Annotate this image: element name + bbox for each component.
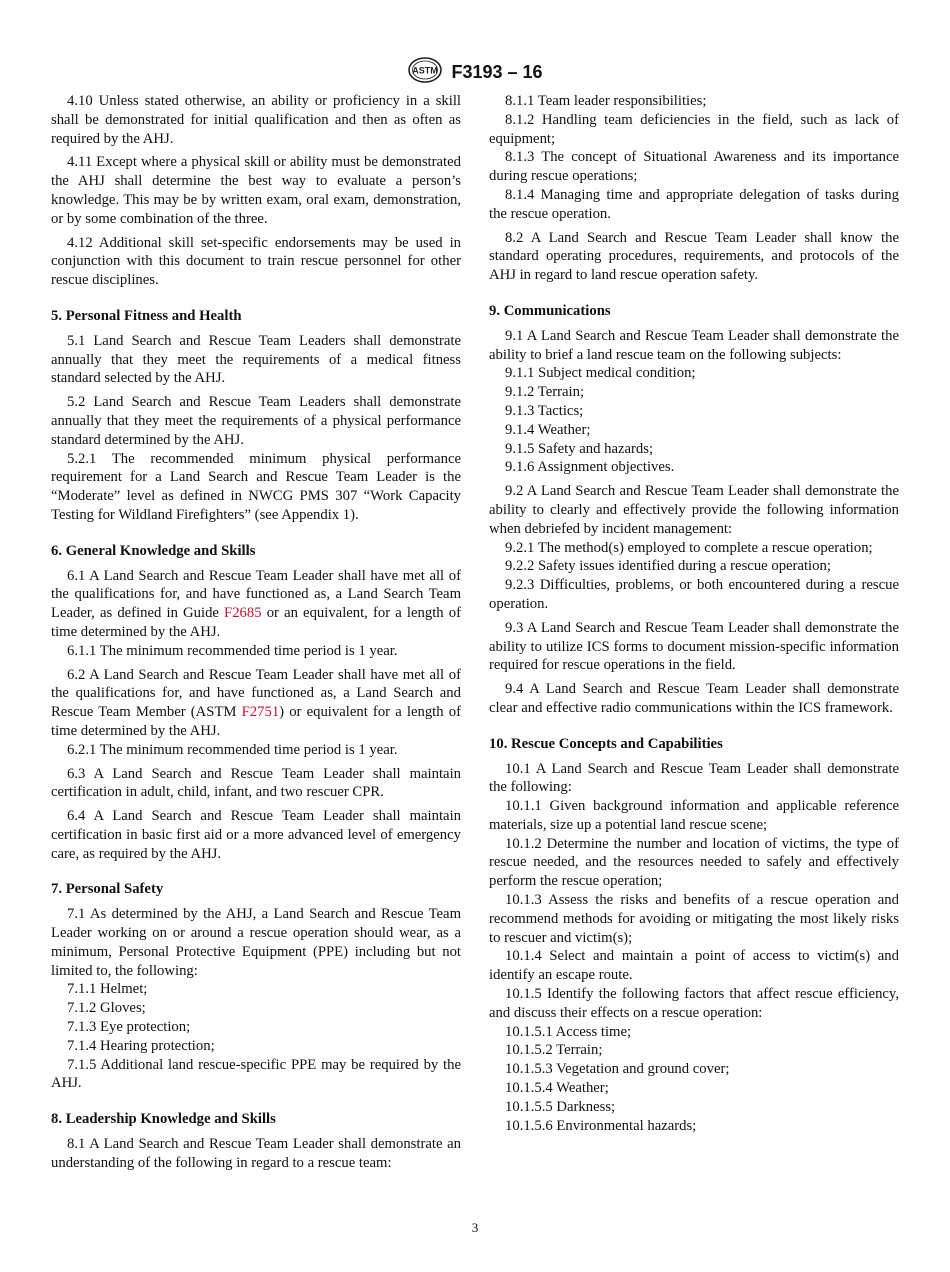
paragraph-6-2-1: 6.2.1 The minimum recommended time period is 1 year. — [67, 741, 398, 758]
paragraph-9-1-5: 9.1.5 Safety and hazards; — [505, 440, 654, 457]
paragraph-10-1-2: 10.1.2 Determine the number and location of victims, the type of rescue needed, and the resources needed to safely and effectively perform the rescue operation; — [489, 835, 899, 890]
paragraph-9-1-3: 9.1.3 Tactics; — [505, 402, 584, 419]
paragraph-6-1-1: 6.1.1 The minimum recommended time period is 1 year. — [67, 642, 398, 659]
paragraph-10-1: 10.1 A Land Search and Rescue Team Leader shall demonstrate the following: — [489, 760, 899, 796]
paragraph-6-4: 6.4 A Land Search and Rescue Team Leader shall maintain certification in basic first aid or a more advanced level of emergency care, as required by the AHJ. — [51, 808, 461, 862]
section-heading-5: 5. Personal Fitness and Health — [51, 307, 242, 324]
paragraph-6-2 — [51, 666, 461, 741]
paragraph-6-1-text-end: or an equivalent, for a length of time determined by the AHJ. — [51, 605, 461, 640]
paragraph-8-1-2: 8.1.2 Handling team deficiencies in the field, such as lack of equipment; — [489, 111, 899, 147]
paragraph-9-1-4: 9.1.4 Weather; — [505, 421, 591, 438]
paragraph-6-2-text: 6.2 A Land Search and Rescue Team Leader shall have met all of the qualifications for, and have functioned as, a Land Search and Rescue Team Member (ASTM — [51, 666, 461, 721]
paragraph-9-2: 9.2 A Land Search and Rescue Team Leader shall demonstrate the ability to clearly and effectively provide the following information when debriefed by incident management: — [489, 483, 899, 537]
paragraph-9-1-2: 9.1.2 Terrain; — [505, 384, 585, 401]
paragraph-6-1-text: 6.1 A Land Search and Rescue Team Leader shall have met all of the qualifications for, and have functioned as, a Land Search Team Leader, as defined in Guide — [51, 567, 461, 622]
paragraph-4-10: 4.10 Unless stated otherwise, an ability or proficiency in a skill shall be demonstrated for initial qualification and then as often as required by the AHJ. — [51, 93, 461, 147]
paragraph-10-1-1: 10.1.1 Given background information and applicable reference materials, size up a potential land rescue scene; — [489, 798, 899, 833]
page-header — [0, 56, 950, 89]
paragraph-10-1-5-4: 10.1.5.4 Weather; — [505, 1080, 609, 1097]
left-column — [51, 92, 461, 1173]
section-heading-7: 7. Personal Safety — [51, 881, 164, 898]
paragraph-7-1-2: 7.1.2 Gloves; — [67, 1000, 146, 1017]
paragraph-8-2: 8.2 A Land Search and Rescue Team Leader shall know the standard operating procedures, requirements, and protocols of the AHJ in regard to land rescue operation safety. — [489, 229, 899, 284]
paragraph-10-1-4: 10.1.4 Select and maintain a point of access to victim(s) and identify an escape route. — [489, 948, 899, 984]
paragraph-10-1-5-2: 10.1.5.2 Terrain; — [505, 1042, 603, 1059]
paragraph-9-1: 9.1 A Land Search and Rescue Team Leader shall demonstrate the ability to brief a land rescue team on the following subjects: — [489, 327, 899, 363]
paragraph-7-1-1: 7.1.1 Helmet; — [67, 981, 148, 998]
section-heading-8: 8. Leadership Knowledge and Skills — [51, 1111, 276, 1128]
paragraph-5-2: 5.2 Land Search and Rescue Team Leaders shall demonstrate annually that they meet the requirements of a physical performance standard determined by the AHJ. — [51, 394, 461, 448]
paragraph-9-4: 9.4 A Land Search and Rescue Team Leader shall demonstrate clear and effective radio communications within the ICS framework. — [489, 681, 899, 716]
page-number: 3 — [471, 1220, 479, 1235]
paragraph-8-1-3: 8.1.3 The concept of Situational Awareness and its importance during rescue operations; — [489, 149, 899, 185]
f2685-link[interactable]: F2685 — [224, 605, 262, 622]
paragraph-7-1-5: 7.1.5 Additional land rescue-specific PPE may be required by the AHJ. — [51, 1056, 461, 1092]
paragraph-4-11: 4.11 Except where a physical skill or ability must be demonstrated the AHJ shall determine the best way to evaluate a person’s knowledge. This may be by written exam, oral exam, demonstration, or by some combination of the three. — [51, 154, 461, 227]
paragraph-9-1-1: 9.1.1 Subject medical condition; — [505, 365, 696, 382]
paragraph-5-2-1: 5.2.1 The recommended minimum physical performance requirement for a Land Search and Rescue Team Leader is the “Moderate” level as defined in NWCG PMS 307 “Work Capacity Testing for Wildland Firefighters” (see Appendix 1). — [51, 450, 461, 523]
paragraph-4-12: 4.12 Additional skill set-specific endorsements may be used in conjunction with this document to train rescue personnel for other rescue disciplines. — [51, 234, 461, 289]
astm-logo-icon — [407, 56, 443, 89]
paragraph-7-1: 7.1 As determined by the AHJ, a Land Search and Rescue Team Leader working on or around a rescue operation should wear, as a minimum, Personal Protective Equipment (PPE) including but not limited to, the following: — [51, 906, 461, 979]
paragraph-10-1-5-1: 10.1.5.1 Access time; — [505, 1023, 632, 1040]
paragraph-9-2-3: 9.2.3 Difficulties, problems, or both encountered during a rescue operation. — [489, 577, 899, 612]
section-heading-10: 10. Rescue Concepts and Capabilities — [489, 735, 723, 752]
paragraph-10-1-5-3: 10.1.5.3 Vegetation and ground cover; — [505, 1061, 730, 1078]
paragraph-9-2-1: 9.2.1 The method(s) employed to complete a rescue operation; — [505, 539, 873, 556]
paragraph-8-1-4: 8.1.4 Managing time and appropriate delegation of tasks during the rescue operation. — [489, 186, 899, 222]
document-designation: F3193 – 16 — [451, 62, 543, 82]
paragraph-7-1-4: 7.1.4 Hearing protection; — [67, 1037, 215, 1054]
section-heading-6: 6. General Knowledge and Skills — [51, 542, 256, 559]
paragraph-6-3: 6.3 A Land Search and Rescue Team Leader shall maintain certification in adult, child, infant, and two rescuer CPR. — [51, 765, 461, 801]
paragraph-10-1-3: 10.1.3 Assess the risks and benefits of a rescue operation and recommend methods for avoiding or mitigating the most likely risks to rescuer and victim(s); — [489, 892, 899, 946]
paragraph-6-2-text-end: ) or equivalent for a length of time determined by the AHJ. — [51, 704, 461, 739]
paragraph-9-1-6: 9.1.6 Assignment objectives. — [505, 459, 675, 476]
section-heading-9: 9. Communications — [489, 302, 611, 319]
paragraph-10-1-5: 10.1.5 Identify the following factors that affect rescue efficiency, and discuss their effects on a rescue operation: — [489, 986, 899, 1021]
f2751-link[interactable]: F2751 — [241, 704, 280, 721]
paragraph-6-1 — [51, 567, 461, 642]
paragraph-10-1-5-6: 10.1.5.6 Environmental hazards; — [505, 1117, 697, 1134]
right-column — [489, 92, 899, 1135]
paragraph-9-2-2: 9.2.2 Safety issues identified during a rescue operation; — [505, 558, 831, 575]
paragraph-5-1: 5.1 Land Search and Rescue Team Leaders shall demonstrate annually that they meet the requirements of a medical fitness standard selected by the AHJ. — [51, 332, 461, 387]
paragraph-7-1-3: 7.1.3 Eye protection; — [67, 1019, 191, 1036]
svg-text:ASTM: ASTM — [412, 65, 439, 76]
paragraph-9-3: 9.3 A Land Search and Rescue Team Leader shall demonstrate the ability to utilize ICS forms to document mission-specific information required for rescue operations in the field. — [489, 619, 899, 674]
paragraph-8-1: 8.1 A Land Search and Rescue Team Leader shall demonstrate an understanding of the following in regard to a rescue team: — [51, 1136, 461, 1171]
paragraph-10-1-5-5: 10.1.5.5 Darkness; — [505, 1098, 616, 1115]
paragraph-8-1-1: 8.1.1 Team leader responsibilities; — [505, 93, 707, 109]
